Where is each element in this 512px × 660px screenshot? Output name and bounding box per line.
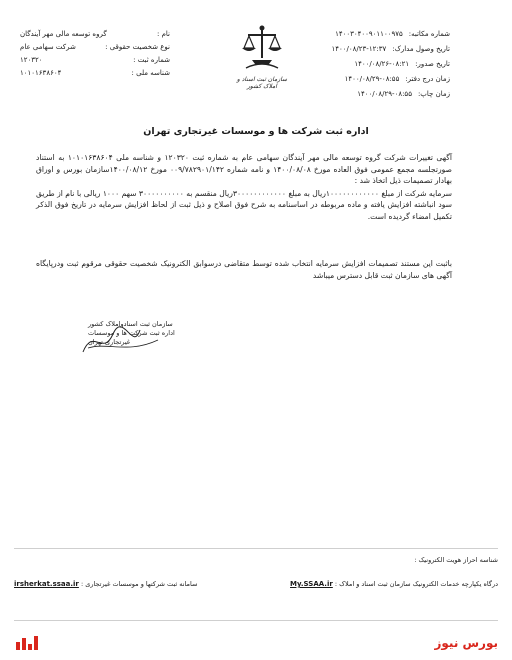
detail-row bbox=[300, 30, 450, 45]
signature-scribble-icon bbox=[78, 322, 168, 362]
detail-label: شماره مکاتبه: bbox=[408, 30, 450, 38]
company-value: ۱۰۱۰۱۶۳۸۶۰۴ bbox=[20, 69, 62, 77]
office-title: اداره ثبت شرکت ها و موسسات غیرتجاری تهران bbox=[143, 126, 369, 137]
irsherkat-link[interactable]: irsherkat.ssaa.ir bbox=[14, 580, 79, 588]
footer-auth-id: شناسه احراز هویت الکترونیک : bbox=[414, 556, 498, 564]
signature-line-1: سازمان ثبت اسنادواملاک کشور bbox=[88, 320, 173, 328]
footer-divider bbox=[14, 548, 498, 549]
detail-row bbox=[300, 60, 450, 75]
notice-paragraph-1: آگهی تغییرات شرکت گروه توسعه مالی مهر آیندگان سهامی عام به شماره ثبت ۱۲۰۳۲۰ و شناسه ملی ۱۰۱۰۱۶۳۸۶۰۴ به استناد صورتجلسه مجمع عمومی فوق العاده مورخ ۱۴۰۰/۰۸/۰۸ و نامه شماره ۰۰۹/۷۸۲۹۰۱/۱۴۲ مورخ ۱۴۰۰/۰۸/۱۲سازمان بورس و اوراق بهادار تصمیمات ذیل اتخاذ شد : bbox=[36, 153, 452, 185]
company-value: گروه توسعه مالی مهر آیندگان bbox=[20, 30, 107, 38]
footer-right-label: درگاه یکپارچه خدمات الکترونیک سازمان ثبت اسناد و املاک : bbox=[334, 580, 498, 588]
detail-label: زمان درج دفتر: bbox=[405, 75, 450, 83]
footer bbox=[14, 556, 498, 588]
company-label: شناسه ملی : bbox=[131, 69, 170, 77]
company-label: شماره ثبت : bbox=[133, 56, 170, 64]
registration-emblem-icon bbox=[240, 24, 284, 72]
brand-logo-icon bbox=[14, 634, 40, 652]
company-label: نوع شخصیت حقوقی : bbox=[105, 43, 170, 51]
notice-paragraph-3: باثبت این مستند تصمیمات افزایش سرمایه انتخاب شده توسط متقاضی درسوابق الکترونیک شخصیت حقوقی مرقوم ثبت ودرپایگاه آگهی های سازمان ثبت قابل دسترس میباشد bbox=[36, 259, 452, 280]
footer-links-row bbox=[14, 580, 498, 588]
detail-value: ۱۴۰۰/۰۸/۲۳-۱۲:۳۷ bbox=[331, 45, 387, 53]
detail-row bbox=[300, 90, 450, 105]
company-row bbox=[20, 56, 170, 69]
footer-left-label: سامانه ثبت شرکتها و موسسات غیرتجاری : bbox=[80, 580, 198, 588]
correspondence-details bbox=[300, 30, 450, 105]
detail-label: زمان چاپ: bbox=[417, 90, 450, 98]
my-ssaa-link[interactable]: My.SSAA.ir bbox=[290, 580, 333, 588]
footer-left-group bbox=[14, 580, 197, 588]
detail-value: ۱۴۰۰/۰۸/۲۹-۰۸:۵۵ bbox=[344, 75, 400, 83]
company-label: نام : bbox=[157, 30, 170, 38]
notice-paragraph-2: سرمایه شرکت از مبلغ ۱۰۰۰۰۰۰۰۰۰۰۰۰ریال به مبلغ ۳۰۰۰۰۰۰۰۰۰۰۰۰ریال منقسم به ۳۰۰۰۰۰۰۰۰۰۰ سهم ۱۰۰۰ ریالی با نام از طریق سود انباشته افزایش یافته و ماده مربوطه در اساسنامه به شرح فوق اصلاح و ذیل ثبت از لحاظ افزایش سرمایه در تاریخ فوق الذکر تکمیل امضاء گردیده است. bbox=[36, 188, 453, 221]
signature-line-2: اداره ثبت شرکت ها و موسسات غیرتجاری تهران bbox=[88, 329, 175, 346]
notice-body bbox=[36, 152, 452, 222]
detail-value: ۱۴۰۰/۰۸/۲۹-۰۸:۵۵ bbox=[357, 90, 412, 98]
company-details bbox=[20, 30, 170, 82]
brand-label: بورس نیوز bbox=[434, 636, 498, 650]
detail-label: تاریخ صدور: bbox=[415, 60, 450, 68]
company-value: ۱۲۰۳۲۰ bbox=[20, 56, 43, 64]
company-row bbox=[20, 43, 170, 56]
company-row bbox=[20, 30, 170, 43]
detail-row bbox=[300, 75, 450, 90]
emblem-caption: سازمان ثبت اسناد و املاک کشور bbox=[236, 76, 288, 90]
signature-block bbox=[88, 320, 188, 364]
detail-value: ۱۴۰۰۳۰۴۰۰۹۰۱۱۰۰۹۷۵ bbox=[335, 30, 403, 38]
footer-right-group bbox=[290, 580, 498, 588]
company-value: شرکت سهامی عام bbox=[20, 43, 76, 51]
detail-row bbox=[300, 45, 450, 60]
detail-value: ۱۴۰۰/۰۸/۲۶-۰۸:۲۱ bbox=[354, 60, 410, 68]
bottom-divider bbox=[14, 620, 498, 621]
detail-label: تاریخ وصول مدارک: bbox=[392, 45, 450, 53]
company-row bbox=[20, 69, 170, 82]
